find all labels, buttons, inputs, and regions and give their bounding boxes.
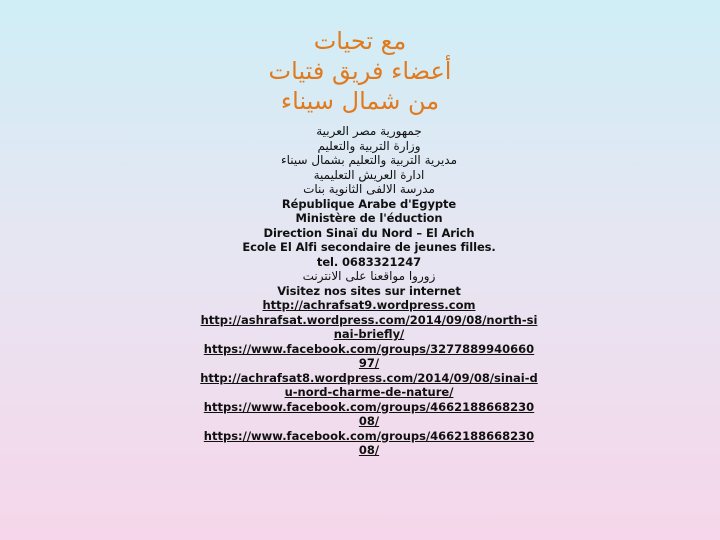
link-facebook-group-3[interactable]: https://www.facebook.com/groups/466218866823008/ [203,428,535,457]
arabic-ministry-line: وزارة التربية والتعليم [317,138,421,153]
greeting-title [200,26,520,116]
link-achrafsat9[interactable]: http://achrafsat9.wordpress.com [262,298,476,312]
title-line-1: مع تحيات [313,27,407,55]
arabic-school-line: مدرسة الالفى الثانوية بنات [303,182,435,196]
arabic-administration-line: ادارة العريش التعليمية [313,167,425,182]
french-ministry-line: Ministère de l'éduction [295,211,443,225]
link-ashrafsat-north-sinai[interactable]: http://ashrafsat.wordpress.com/2014/09/08/north-sinai-briefly/ [200,312,538,341]
arabic-country-line: جمهورية مصر العربية [316,124,422,138]
arabic-directorate-line: مديرية التربية والتعليم بشمال سيناء [280,153,458,167]
arabic-visit-line: زوروا مواقعنا على الانترنت [302,269,436,283]
french-visit-line: Visitez nos sites sur internet [277,283,461,298]
title-line-2: أعضاء فريق فتيات [268,57,452,85]
title-line-3: من شمال سيناء [280,87,440,115]
french-country-line: République Arabe d'Egypte [281,196,457,211]
link-facebook-group-2[interactable]: https://www.facebook.com/groups/466218866823008/ [203,399,535,428]
french-directorate-line: Direction Sinaï du Nord – El Arich [263,225,475,240]
link-achrafsat8-sinai[interactable]: http://achrafsat8.wordpress.com/2014/09/08/sinai-du-nord-charme-de-nature/ [200,370,538,399]
link-facebook-group-1[interactable]: https://www.facebook.com/groups/327788994066097/ [203,341,535,370]
french-school-line: Ecole El Alfi secondaire de jeunes filles. [242,240,496,254]
telephone-line: tel. 0683321247 [316,254,422,269]
contact-block [200,124,538,458]
